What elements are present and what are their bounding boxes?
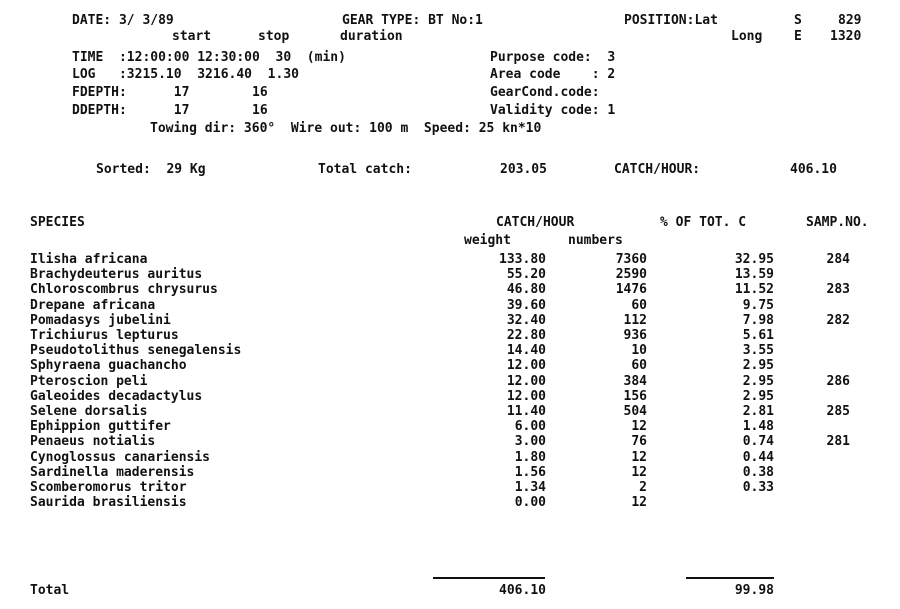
ddepth-line: DDEPTH: 17 16	[72, 103, 268, 118]
catch-weight: 6.00	[514, 419, 546, 434]
sample-number: 285	[826, 404, 850, 419]
numbers-header: numbers	[568, 233, 623, 248]
sample-number-header: SAMP.NO.	[806, 215, 869, 230]
catch-numbers: 10	[631, 343, 647, 358]
area-code: Area code : 2	[490, 67, 616, 82]
catch-weight: 39.60	[506, 298, 546, 313]
catch-numbers: 12	[631, 450, 647, 465]
time-line: TIME :12:00:00 12:30:00 30 (min)	[72, 50, 346, 65]
catch-weight: 12.00	[506, 374, 546, 389]
pct-of-total: 7.98	[742, 313, 774, 328]
pct-total-header: % OF TOT. C	[660, 215, 747, 230]
gearcond-code: GearCond.code:	[490, 85, 600, 100]
catch-numbers: 504	[623, 404, 647, 419]
species-name: Scomberomorus tritor	[30, 480, 187, 495]
pct-total-rule	[686, 577, 774, 579]
catch-numbers: 12	[631, 419, 647, 434]
species-name: Galeoides decadactylus	[30, 389, 203, 404]
catch-numbers: 2590	[615, 267, 647, 282]
pct-of-total: 0.74	[742, 434, 774, 449]
fdepth-line: FDEPTH: 17 16	[72, 85, 268, 100]
lat-hemisphere: S	[794, 13, 802, 28]
catch-numbers: 384	[623, 374, 647, 389]
pct-of-total: 1.48	[742, 419, 774, 434]
catch-numbers: 60	[631, 298, 647, 313]
pct-of-total: 11.52	[734, 282, 774, 297]
catch-numbers: 156	[623, 389, 647, 404]
species-name: Penaeus notialis	[30, 434, 156, 449]
catch-hour-label: CATCH/HOUR:	[614, 162, 701, 177]
catch-weight: 1.80	[514, 450, 546, 465]
total-pct: 99.98	[734, 583, 774, 598]
catch-weight: 1.56	[514, 465, 546, 480]
pct-of-total: 13.59	[734, 267, 774, 282]
species-header: SPECIES	[30, 215, 85, 230]
date-field: DATE: 3/ 3/89	[72, 13, 174, 28]
purpose-code: Purpose code: 3	[490, 50, 616, 65]
species-name: Drepane africana	[30, 298, 156, 313]
catch-weight: 46.80	[506, 282, 546, 297]
sample-number: 282	[826, 313, 850, 328]
log-line: LOG :3215.10 3216.40 1.30	[72, 67, 299, 82]
catch-numbers: 12	[631, 465, 647, 480]
species-name: Ilisha africana	[30, 252, 148, 267]
catch-weight: 1.34	[514, 480, 546, 495]
pct-of-total: 2.81	[742, 404, 774, 419]
total-catch-label: Total catch:	[318, 162, 412, 177]
catch-weight: 11.40	[506, 404, 546, 419]
gear-type-field: GEAR TYPE: BT No:1	[342, 13, 483, 28]
col-duration-label: duration	[340, 29, 403, 44]
col-start-label: start	[172, 29, 212, 44]
pct-of-total: 0.44	[742, 450, 774, 465]
pct-of-total: 3.55	[742, 343, 774, 358]
catch-numbers: 1476	[615, 282, 647, 297]
validity-code: Validity code: 1	[490, 103, 616, 118]
species-name: Chloroscombrus chrysurus	[30, 282, 218, 297]
catch-weight: 3.00	[514, 434, 546, 449]
catch-weight: 133.80	[499, 252, 546, 267]
species-name: Pomadasys jubelini	[30, 313, 171, 328]
col-stop-label: stop	[258, 29, 290, 44]
lat-value: 829	[838, 13, 862, 28]
catch-weight: 32.40	[506, 313, 546, 328]
species-name: Selene dorsalis	[30, 404, 148, 419]
catch-numbers: 60	[631, 358, 647, 373]
long-hemisphere: E	[794, 29, 802, 44]
catch-numbers: 936	[623, 328, 647, 343]
species-name: Trichiurus lepturus	[30, 328, 179, 343]
pct-of-total: 2.95	[742, 358, 774, 373]
sample-number: 281	[826, 434, 850, 449]
species-name: Pteroscion peli	[30, 374, 148, 389]
total-catch-value: 203.05	[500, 162, 547, 177]
pct-of-total: 2.95	[742, 389, 774, 404]
sample-number: 284	[826, 252, 850, 267]
weight-total-rule	[433, 577, 545, 579]
species-name: Sardinella maderensis	[30, 465, 195, 480]
sample-number: 283	[826, 282, 850, 297]
position-lat-label: POSITION:Lat	[624, 13, 718, 28]
catch-numbers: 7360	[615, 252, 647, 267]
catch-numbers: 12	[631, 495, 647, 510]
catch-hour-header: CATCH/HOUR	[496, 215, 575, 230]
catch-weight: 12.00	[506, 358, 546, 373]
catch-numbers: 2	[639, 480, 647, 495]
pct-of-total: 0.38	[742, 465, 774, 480]
species-name: Pseudotolithus senegalensis	[30, 343, 242, 358]
sorted-weight: Sorted: 29 Kg	[96, 162, 206, 177]
species-name: Ephippion guttifer	[30, 419, 171, 434]
catch-numbers: 112	[623, 313, 647, 328]
catch-weight: 55.20	[506, 267, 546, 282]
catch-weight: 22.80	[506, 328, 546, 343]
species-name: Cynoglossus canariensis	[30, 450, 211, 465]
weight-header: weight	[464, 233, 511, 248]
total-label: Total	[30, 583, 70, 598]
sample-number: 286	[826, 374, 850, 389]
catch-hour-value: 406.10	[790, 162, 837, 177]
long-label: Long	[731, 29, 763, 44]
pct-of-total: 2.95	[742, 374, 774, 389]
catch-weight: 12.00	[506, 389, 546, 404]
catch-numbers: 76	[631, 434, 647, 449]
towing-line: Towing dir: 360° Wire out: 100 m Speed: 25 kn*10	[150, 121, 542, 136]
species-name: Saurida brasiliensis	[30, 495, 187, 510]
species-name: Brachydeuterus auritus	[30, 267, 203, 282]
pct-of-total: 9.75	[742, 298, 774, 313]
pct-of-total: 32.95	[734, 252, 774, 267]
total-weight: 406.10	[499, 583, 546, 598]
species-name: Sphyraena guachancho	[30, 358, 187, 373]
catch-weight: 0.00	[514, 495, 546, 510]
pct-of-total: 0.33	[742, 480, 774, 495]
pct-of-total: 5.61	[742, 328, 774, 343]
catch-weight: 14.40	[506, 343, 546, 358]
long-value: 1320	[830, 29, 862, 44]
